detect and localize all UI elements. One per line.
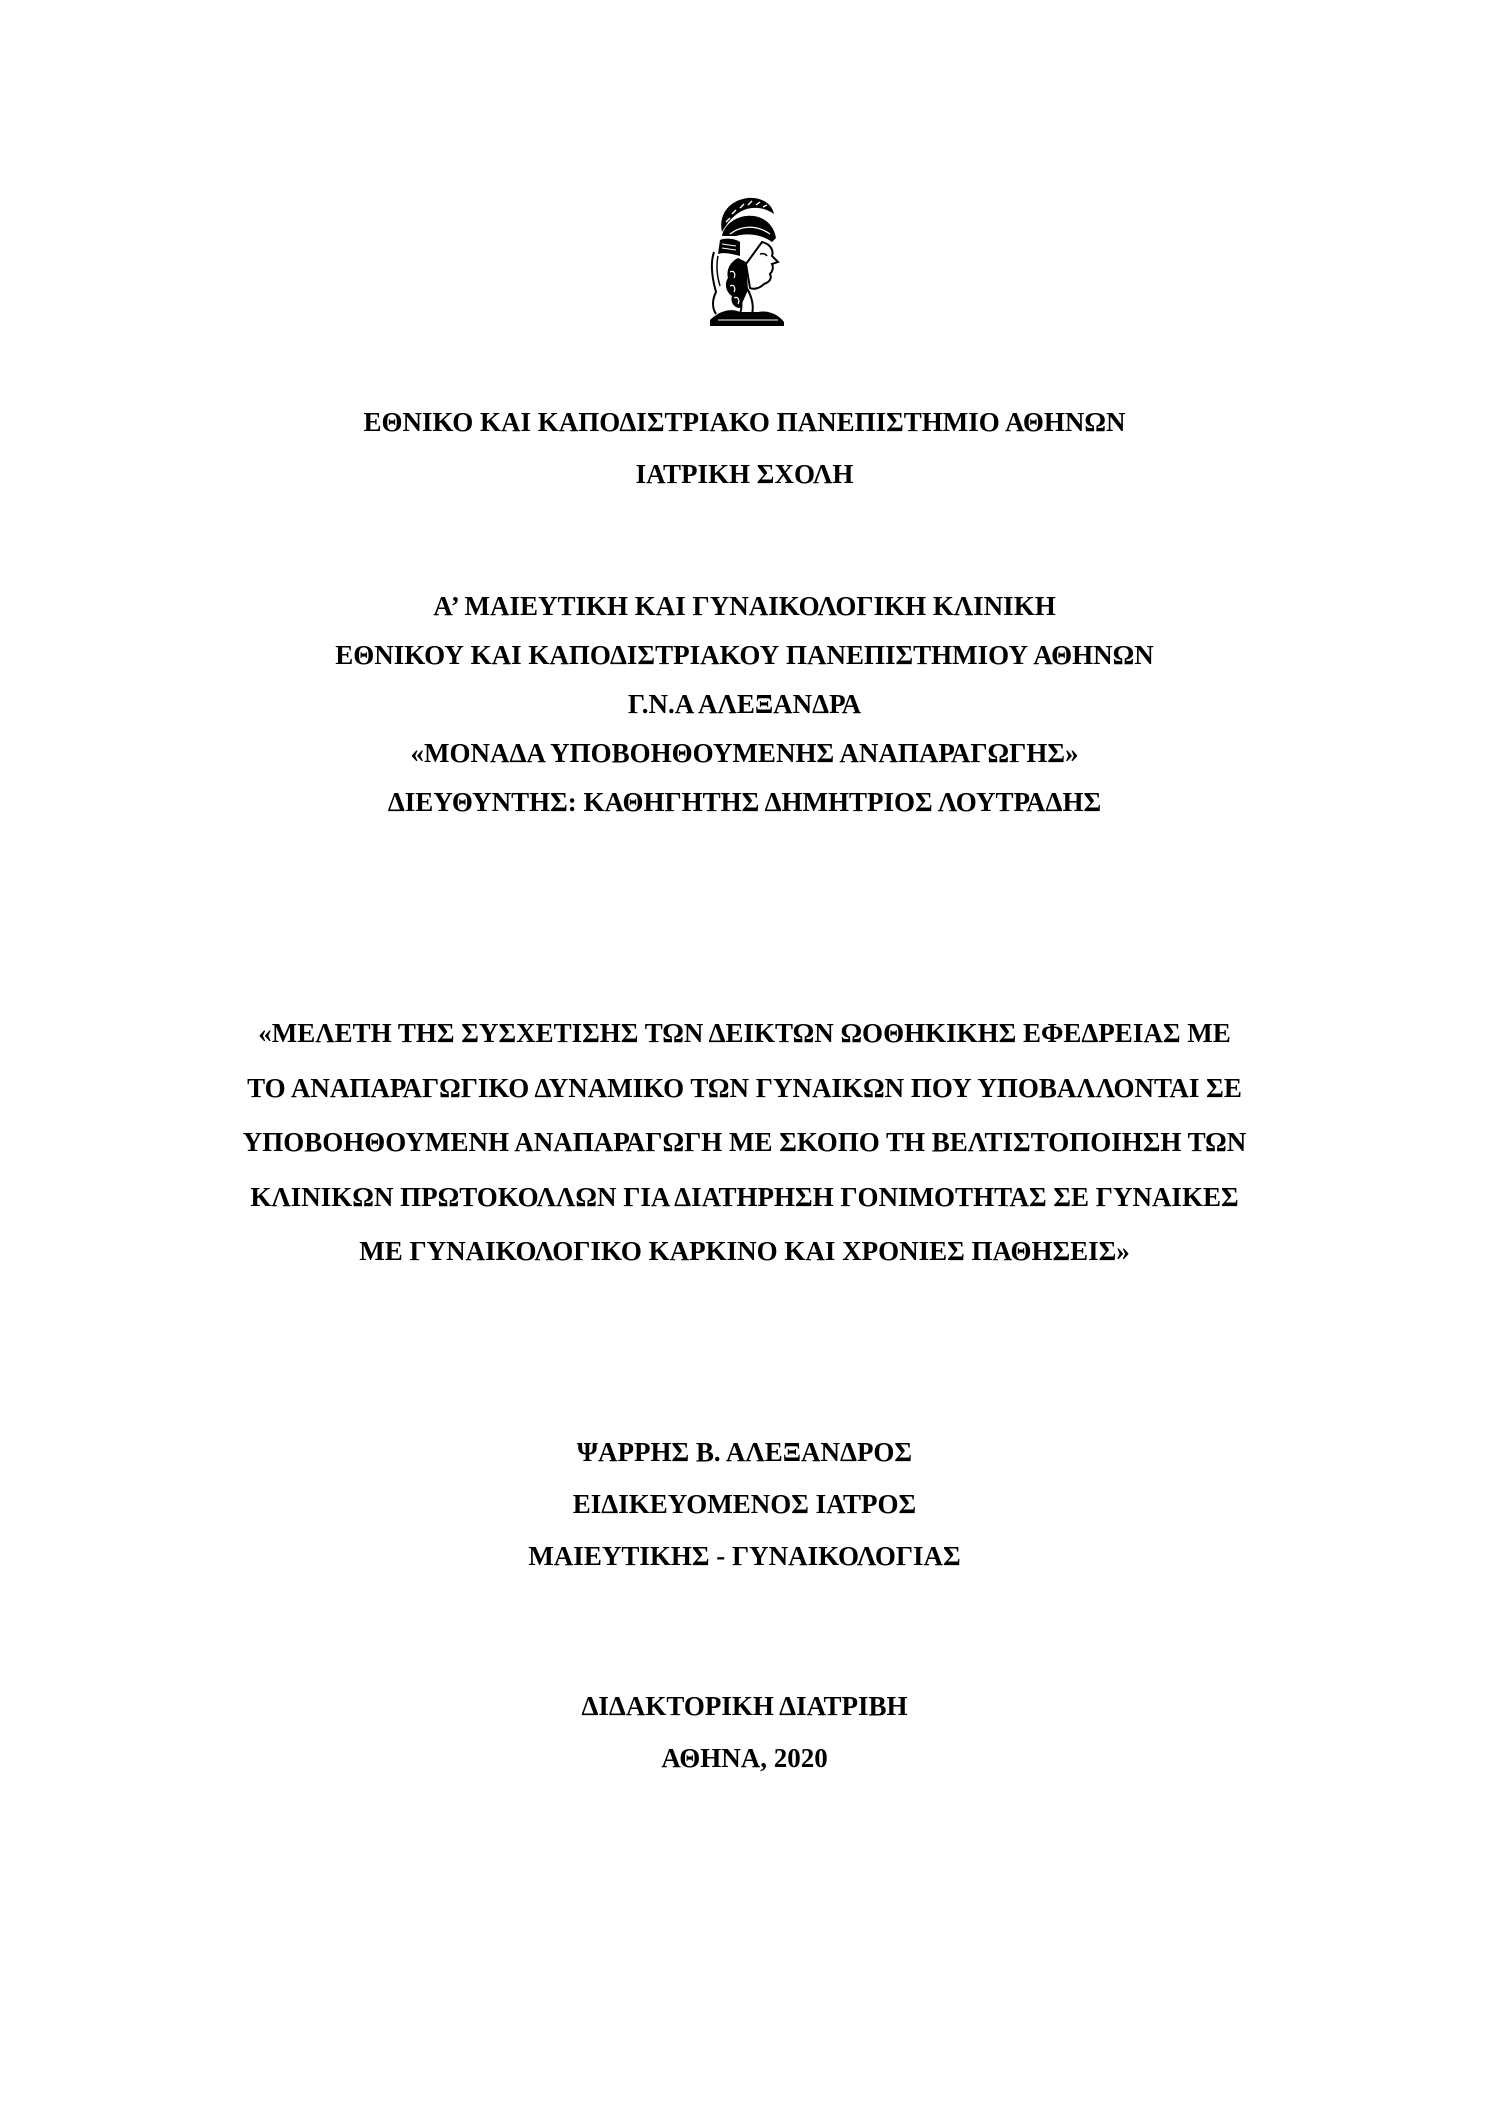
author-name: ΨΑΡΡΗΣ Β. ΑΛΕΞΑΝΔΡΟΣ [576,1437,913,1467]
school-name: ΙΑΤΡΙΚΗ ΣΧΟΛΗ [635,459,854,489]
author-block [0,1426,1489,1582]
hospital-name: Γ.Ν.Α ΑΛΕΞΑΝΔΡΑ [627,689,862,719]
thesis-title-line: ΜΕ ΓΥΝΑΙΚΟΛΟΓΙΚΟ ΚΑΡΚΙΝΟ ΚΑΙ ΧΡΟΝΙΕΣ ΠΑΘΗΣΕΙΣ» [359,1236,1130,1266]
document-type: ΔΙΔΑΚΤΟΡΙΚΗ ΔΙΑΤΡΙΒΗ [581,1691,908,1721]
director-name: ΔΙΕΥΘΥΝΤΗΣ: ΚΑΘΗΓΗΤΗΣ ΔΗΜΗΤΡΙΟΣ ΛΟΥΤΡΑΔΗΣ [387,787,1102,817]
clinic-name: Α’ ΜΑΙΕΥΤΙΚΗ ΚΑΙ ΓΥΝΑΙΚΟΛΟΓΙΚΗ ΚΛΙΝΙΚΗ [433,591,1056,621]
thesis-title [0,1006,1489,1279]
university-name: ΕΘΝΙΚΟ ΚΑΙ ΚΑΠΟΔΙΣΤΡΙΑΚΟ ΠΑΝΕΠΙΣΤΗΜΙΟ ΑΘΗΝΩΝ [363,407,1126,437]
thesis-title-line: ΤΟ ΑΝΑΠΑΡΑΓΩΓΙΚΟ ΔΥΝΑΜΙΚΟ ΤΩΝ ΓΥΝΑΙΚΩΝ ΠΟΥ ΥΠΟΒΑΛΛΟΝΤΑΙ ΣΕ [247,1072,1242,1103]
place-and-year: ΑΘΗΝΑ, 2020 [661,1743,828,1773]
clinic-heading [0,582,1489,827]
thesis-info [0,1680,1489,1784]
university-heading [0,396,1489,500]
author-specialty: ΜΑΙΕΥΤΙΚΗΣ - ΓΥΝΑΙΚΟΛΟΓΙΑΣ [528,1541,961,1571]
thesis-title-line: ΚΛΙΝΙΚΩΝ ΠΡΩΤΟΚΟΛΛΩΝ ΓΙΑ ΔΙΑΤΗΡΗΣΗ ΓΟΝΙΜΟΤΗΤΑΣ ΣΕ ΓΥΝΑΙΚΕΣ [250,1181,1239,1212]
athena-head-emblem-icon [700,192,790,327]
thesis-title-line: ΥΠΟΒΟΗΘΟΥΜΕΝΗ ΑΝΑΠΑΡΑΓΩΓΗ ΜΕ ΣΚΟΠΟ ΤΗ ΒΕΛΤΙΣΤΟΠΟΙΗΣΗ ΤΩΝ [242,1127,1247,1157]
author-role: ΕΙΔΙΚΕΥΟΜΕΝΟΣ ΙΑΤΡΟΣ [572,1489,917,1519]
thesis-title-line: «ΜΕΛΕΤΗ ΤΗΣ ΣΥΣΧΕΤΙΣΗΣ ΤΩΝ ΔΕΙΚΤΩΝ ΩΟΘΗΚΙΚΗΣ ΕΦΕΔΡΕΙΑΣ ΜΕ [258,1018,1231,1048]
clinic-university: ΕΘΝΙΚΟΥ ΚΑΙ ΚΑΠΟΔΙΣΤΡΙΑΚΟΥ ΠΑΝΕΠΙΣΤΗΜΙΟΥ ΑΘΗΝΩΝ [335,640,1154,670]
unit-name: «ΜΟΝΑΔΑ ΥΠΟΒΟΗΘΟΥΜΕΝΗΣ ΑΝΑΠΑΡΑΓΩΓΗΣ» [410,738,1079,768]
